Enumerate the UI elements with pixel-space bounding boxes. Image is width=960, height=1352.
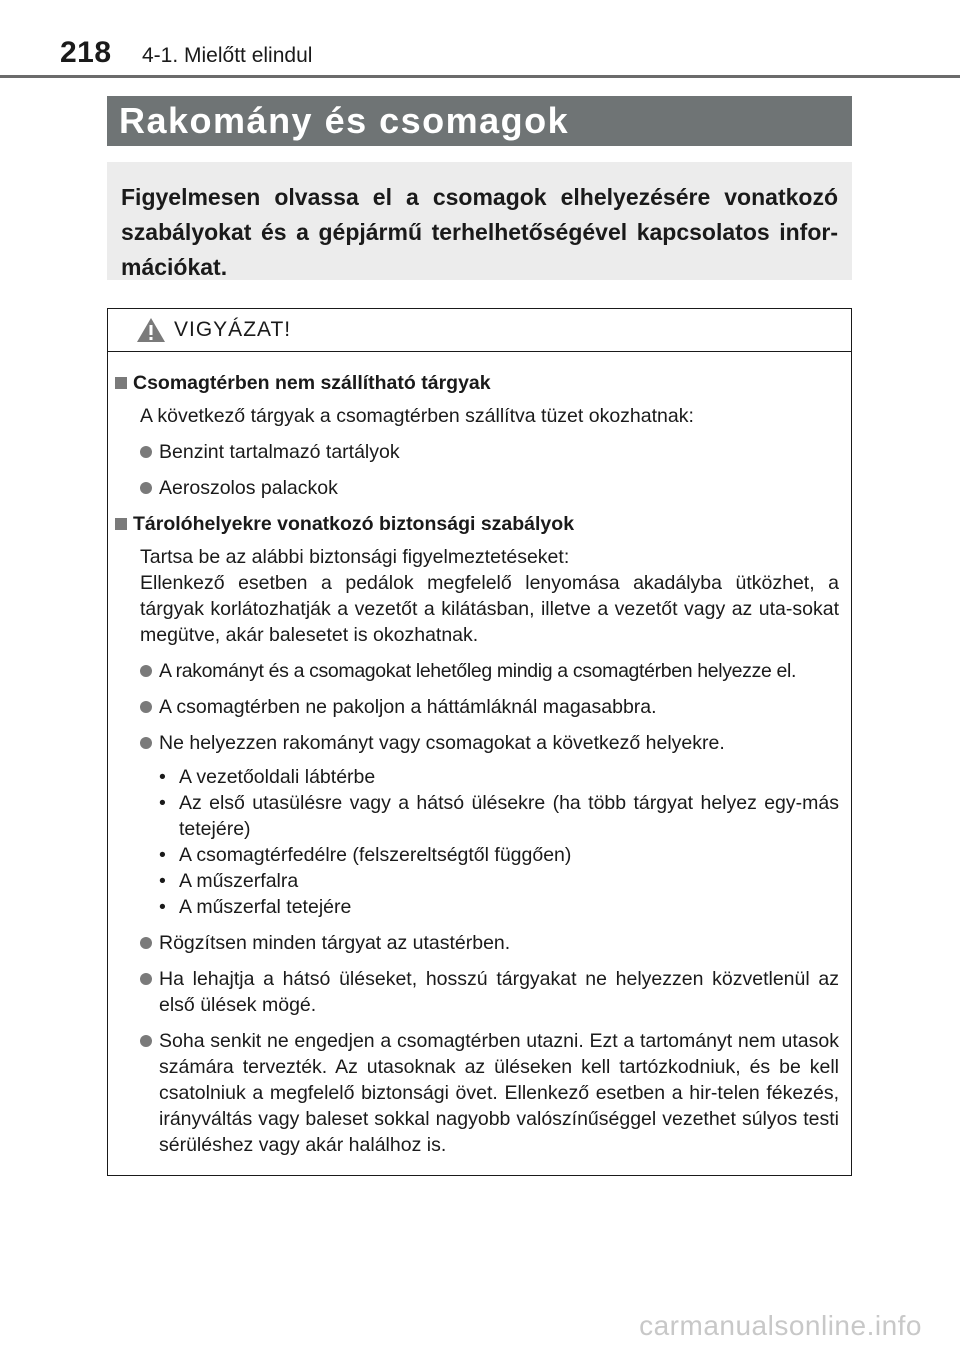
running-header: 4-1. Mielőtt elindul (142, 44, 313, 67)
sub-list-item-text: A műszerfal tetejére (179, 896, 352, 918)
paragraph: Ellenkező esetben a pedálok megfelelő lenyomása akadályba ütközhet, a tárgyak korlátozhatják a vezetőt a kilátásban, illetve a vezetőt vagy az uta-sokat megütve, akár balesetet is okozhatnak. (140, 572, 839, 646)
page-number: 218 (60, 36, 112, 69)
warning-header (108, 309, 851, 352)
sub-list-item-text: A csomagtérfedélre (felszereltségtől függően) (179, 844, 572, 866)
section-heading (115, 511, 851, 537)
heading-text: Csomagtérben nem szállítható tárgyak (133, 372, 491, 394)
intro-box: Figyelmesen olvassa el a csomagok elhelyezésére vonatkozó szabályokat és a gépjármű terhelhetőségével kapcsolatos infor-mációkat. (107, 162, 852, 280)
heading-text: Tárolóhelyekre vonatkozó biztonsági szabályok (133, 513, 575, 535)
round-bullet-icon (140, 701, 152, 713)
list-item (115, 439, 851, 465)
list-item (115, 1028, 851, 1158)
paragraph: A következő tárgyak a csomagtérben szállítva tüzet okozhatnak: (140, 405, 694, 427)
warning-body (108, 352, 851, 1158)
list-item-text: Aeroszolos palackok (159, 477, 338, 499)
warning-title: VIGYÁZAT! (174, 318, 292, 341)
section-title-bar (107, 96, 852, 146)
header-rule (0, 75, 960, 78)
list-item (115, 475, 851, 501)
sub-list-item-text: A műszerfalra (179, 870, 299, 892)
list-item-text: Rögzítsen minden tárgyat az utastérben. (159, 932, 511, 954)
section-title: Rakomány és csomagok (119, 100, 570, 141)
square-bullet-icon (115, 377, 127, 389)
sub-list (159, 764, 851, 920)
sub-list-item: • A vezetőoldali lábtérbe (159, 764, 839, 790)
list-item (115, 694, 851, 720)
warning-box (107, 308, 852, 1176)
list-item-text: A csomagtérben ne pakoljon a háttámláknál magasabbra. (159, 696, 657, 718)
list-item-text: A rakományt és a csomagokat lehetőleg mindig a csomagtérben helyezze el. (159, 660, 797, 682)
list-item (115, 966, 851, 1018)
round-bullet-icon (140, 937, 152, 949)
sub-list-item: • Az első utasülésre vagy a hátsó ülésekre (ha több tárgyat helyez egy-más tetejére) (159, 792, 839, 840)
round-bullet-icon (140, 737, 152, 749)
sub-list-item-text: Az első utasülésre vagy a hátsó ülésekre (ha több tárgyat helyez egy-más tetejére) (179, 792, 839, 840)
sub-list-item: • A műszerfal tetejére (159, 894, 839, 920)
list-item (115, 930, 851, 956)
round-bullet-icon (140, 446, 152, 458)
paragraph: Tartsa be az alábbi biztonsági figyelmeztetéseket: (140, 546, 570, 568)
round-bullet-icon (140, 1035, 152, 1047)
list-item-text: Ha lehajtja a hátsó üléseket, hosszú tárgyakat ne helyezzen közvetlenül az első ülések mögé. (159, 968, 839, 1016)
watermark: carmanualsonline.info (639, 1310, 922, 1341)
square-bullet-icon (115, 518, 127, 530)
list-item-text: Soha senkit ne engedjen a csomagtérben utazni. Ezt a tartományt nem utasok számára tervezték. Az utasoknak az üléseken kell tartózkodniuk, és be kell csatolniuk a megfelelő biztonsági övet. Ellenkező esetben a hir-telen fékezés, irányváltás vagy baleset sokkal nagyobb valószínűséggel vezethet súlyos testi sérüléshez vagy akár halálhoz is. (159, 1030, 839, 1156)
sub-list-item: • A műszerfalra (159, 868, 839, 894)
list-item-text: Benzint tartalmazó tartályok (159, 441, 400, 463)
sub-list-item-text: A vezetőoldali lábtérbe (179, 766, 376, 788)
round-bullet-icon (140, 482, 152, 494)
warning-triangle-icon (136, 317, 166, 343)
sub-list-item: • A csomagtérfedélre (felszereltségtől függően) (159, 842, 839, 868)
round-bullet-icon (140, 973, 152, 985)
round-bullet-icon (140, 665, 152, 677)
list-item-text: Ne helyezzen rakományt vagy csomagokat a következő helyekre. (159, 732, 725, 754)
list-item (115, 730, 851, 756)
section-heading (115, 370, 851, 396)
list-item (115, 658, 851, 684)
